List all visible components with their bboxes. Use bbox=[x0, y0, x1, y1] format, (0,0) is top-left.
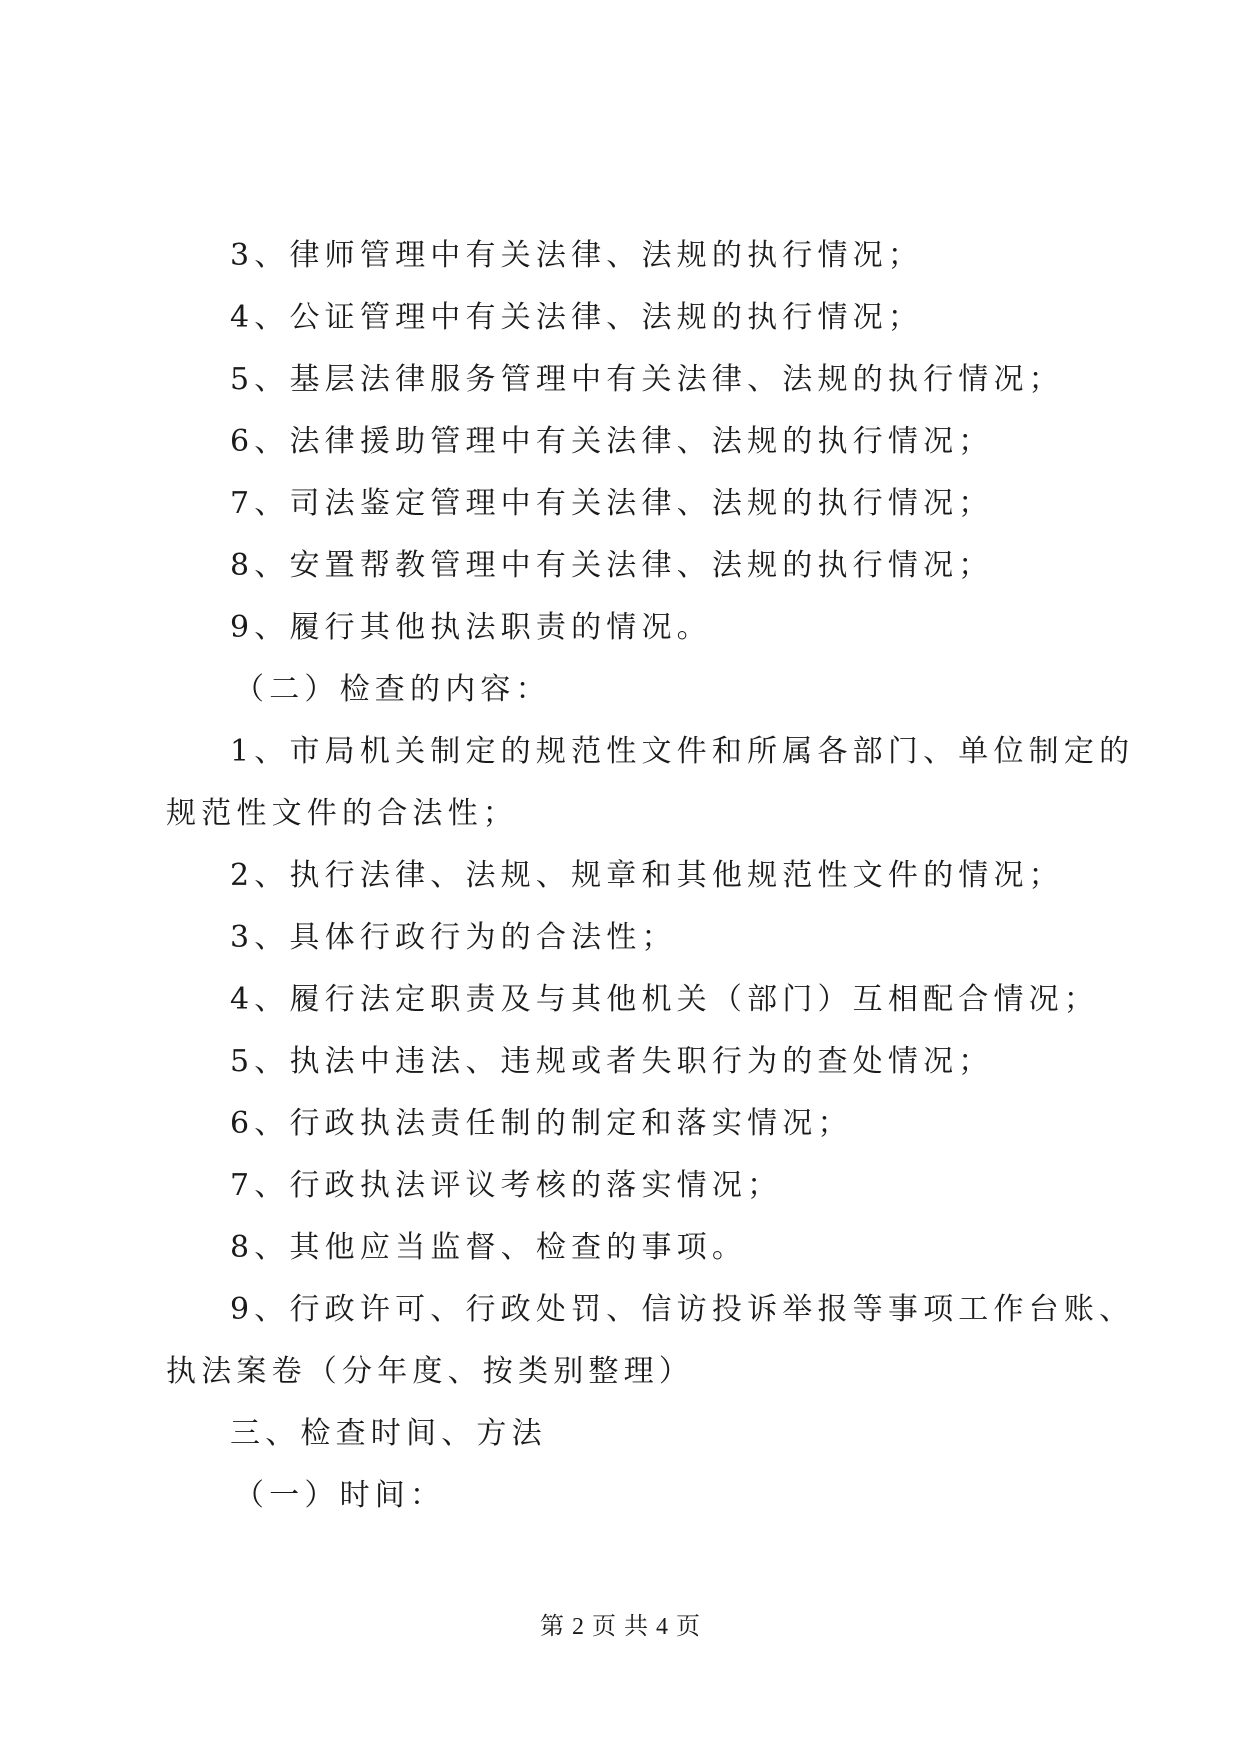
paragraph-line: 8、其他应当监督、检查的事项。 bbox=[230, 1230, 748, 1265]
paragraph-line: 9、行政许可、行政处罚、信访投诉举报等事项工作台账、 bbox=[230, 1292, 1135, 1327]
paragraph-line-continuation: 执法案卷（分年度、按类别整理） bbox=[166, 1354, 694, 1389]
paragraph-line: 7、行政执法评议考核的落实情况； bbox=[230, 1168, 783, 1203]
paragraph-line: 7、司法鉴定管理中有关法律、法规的执行情况； bbox=[230, 486, 994, 521]
section-heading: 三、检查时间、方法 bbox=[230, 1416, 547, 1451]
paragraph-line: 3、律师管理中有关法律、法规的执行情况； bbox=[230, 238, 924, 273]
section-heading: （二）检查的内容： bbox=[234, 672, 551, 707]
page-footer bbox=[0, 1606, 1241, 1641]
paragraph-line: 2、执行法律、法规、规章和其他规范性文件的情况； bbox=[230, 858, 1064, 893]
paragraph-line: 3、具体行政行为的合法性； bbox=[230, 920, 677, 955]
page-number-label: 第 2 页 共 4 页 bbox=[540, 1614, 701, 1640]
paragraph-line: 8、安置帮教管理中有关法律、法规的执行情况； bbox=[230, 548, 994, 583]
paragraph-line: 5、基层法律服务管理中有关法律、法规的执行情况； bbox=[230, 362, 1064, 397]
paragraph-line: 4、公证管理中有关法律、法规的执行情况； bbox=[230, 300, 924, 335]
paragraph-line: 6、行政执法责任制的制定和落实情况； bbox=[230, 1106, 853, 1141]
document-body bbox=[166, 225, 1135, 1527]
paragraph-line-continuation: 规范性文件的合法性； bbox=[166, 796, 518, 831]
section-heading: （一）时间： bbox=[234, 1478, 446, 1513]
paragraph-line: 4、履行法定职责及与其他机关（部门）互相配合情况； bbox=[230, 982, 1100, 1017]
paragraph-line: 1、市局机关制定的规范性文件和所属各部门、单位制定的 bbox=[230, 734, 1135, 769]
paragraph-line: 5、执法中违法、违规或者失职行为的查处情况； bbox=[230, 1044, 994, 1079]
paragraph-line: 9、履行其他执法职责的情况。 bbox=[230, 610, 712, 645]
paragraph-line: 6、法律援助管理中有关法律、法规的执行情况； bbox=[230, 424, 994, 459]
